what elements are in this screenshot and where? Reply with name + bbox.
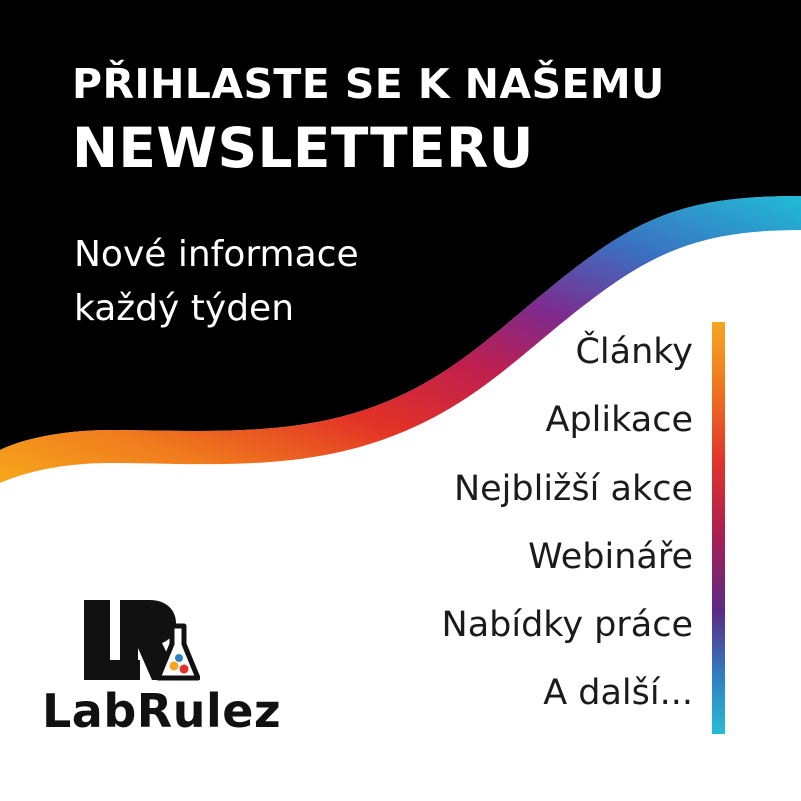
- headline: [72, 62, 692, 180]
- labrulez-mark-icon: [80, 596, 200, 682]
- content-list: [442, 318, 693, 728]
- headline-line-1: PŘIHLASTE SE K NAŠEMU: [72, 60, 665, 108]
- logo: [42, 596, 292, 738]
- gradient-accent-bar: [712, 322, 725, 734]
- list-item: Aplikace: [545, 400, 693, 441]
- list-item: Webináře: [528, 536, 693, 577]
- subheadline-line-2: každý týden: [74, 288, 295, 329]
- logo-text: LabRulez: [42, 684, 282, 738]
- headline-line-2: NEWSLETTERU: [72, 116, 534, 181]
- list-item: Nejbližší akce: [453, 468, 693, 509]
- subheadline-line-1: Nové informace: [74, 234, 359, 275]
- list-item: A další...: [543, 673, 693, 714]
- list-item: Články: [575, 332, 693, 372]
- list-item: Nabídky práce: [441, 605, 693, 645]
- subheadline: [74, 228, 359, 336]
